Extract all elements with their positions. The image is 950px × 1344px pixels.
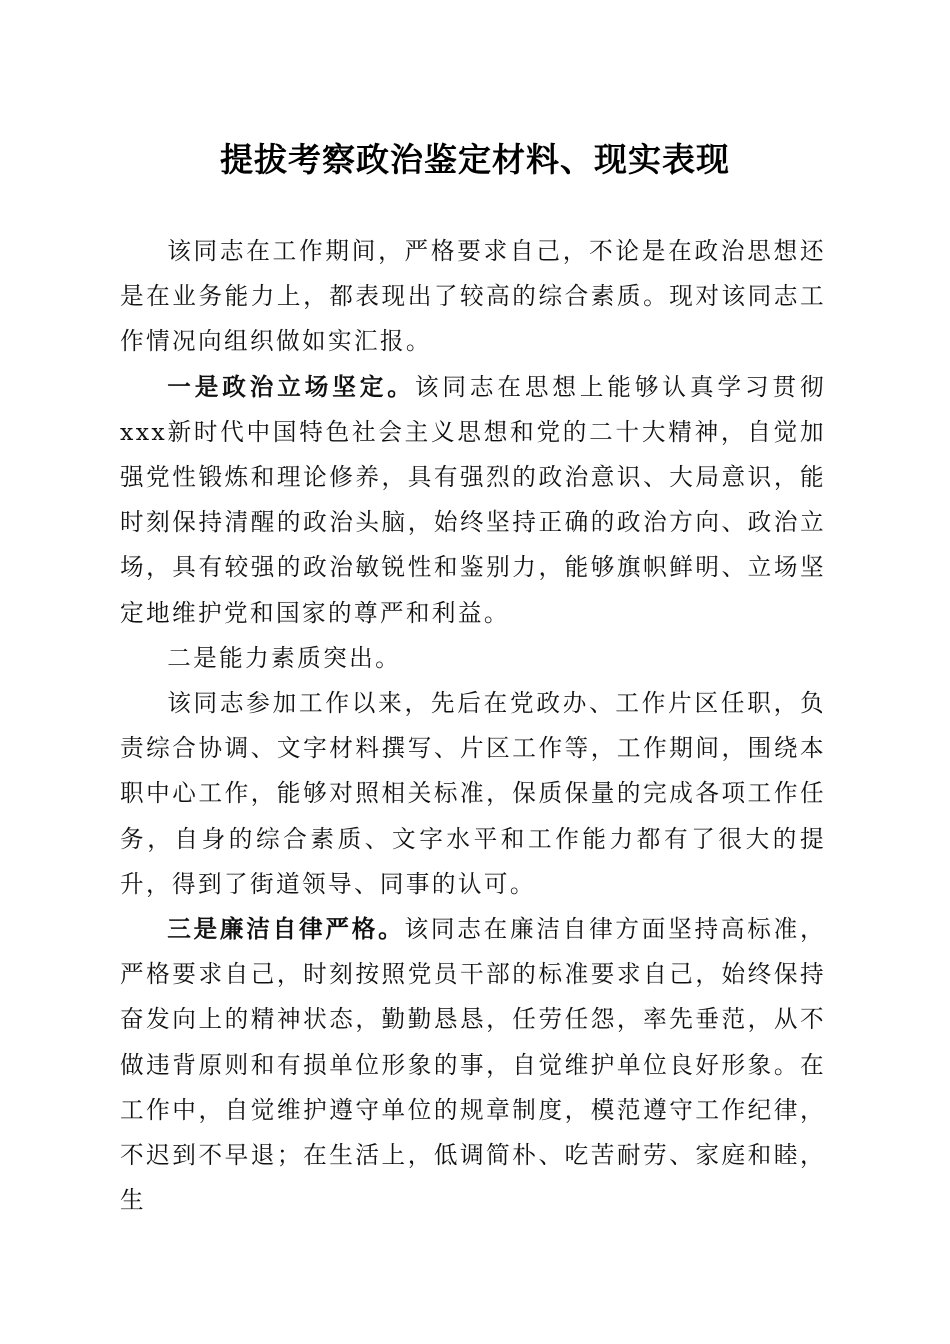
document-title: 提拔考察政治鉴定材料、现实表现 bbox=[220, 140, 730, 179]
section-3-paragraph bbox=[120, 907, 826, 1223]
section-1-heading: 一是政治立场坚定。 bbox=[167, 372, 415, 401]
section-1-body: 该同志在思想上能够认真学习贯彻xxx新时代中国特色社会主义思想和党的二十大精神，自觉加强党性锻炼和理论修养，具有强烈的政治意识、大局意识，能时刻保持清醒的政治头脑，始终坚持正确的政治方向、政治立场，具有较强的政治敏锐性和鉴别力，能够旗帜鲜明、立场坚定地维护党和国家的尊严和利益。 bbox=[120, 372, 826, 627]
section-2-heading-paragraph bbox=[120, 636, 826, 681]
section-2-heading: 二是能力素质突出。 bbox=[167, 643, 402, 672]
intro-paragraph: 该同志在工作期间，严格要求自己，不论是在政治思想还是在业务能力上，都表现出了较高的综合素质。现对该同志工作情况向组织做如实汇报。 bbox=[120, 237, 826, 356]
section-3-body: 该同志在廉洁自律方面坚持高标准，严格要求自己，时刻按照党员干部的标准要求自己，始终保持奋发向上的精神状态，勤勤恳恳，任劳任怨，率先垂范，从不做违背原则和有损单位形象的事，自觉维护单位良好形象。在工作中，自觉维护遵守单位的规章制度，模范遵守工作纪律，不迟到不早退；在生活上，低调简朴、吃苦耐劳、家庭和睦，生 bbox=[120, 915, 826, 1215]
section-1-paragraph bbox=[120, 365, 826, 636]
section-3-heading: 三是廉洁自律严格。 bbox=[167, 915, 405, 944]
section-2-paragraph: 该同志参加工作以来，先后在党政办、工作片区任职，负责综合协调、文字材料撰写、片区工作等，工作期间，围绕本职中心工作，能够对照相关标准，保质保量的完成各项工作任务，自身的综合素质、文字水平和工作能力都有了很大的提升，得到了街道领导、同事的认可。 bbox=[120, 689, 826, 898]
document-body bbox=[120, 229, 826, 1223]
